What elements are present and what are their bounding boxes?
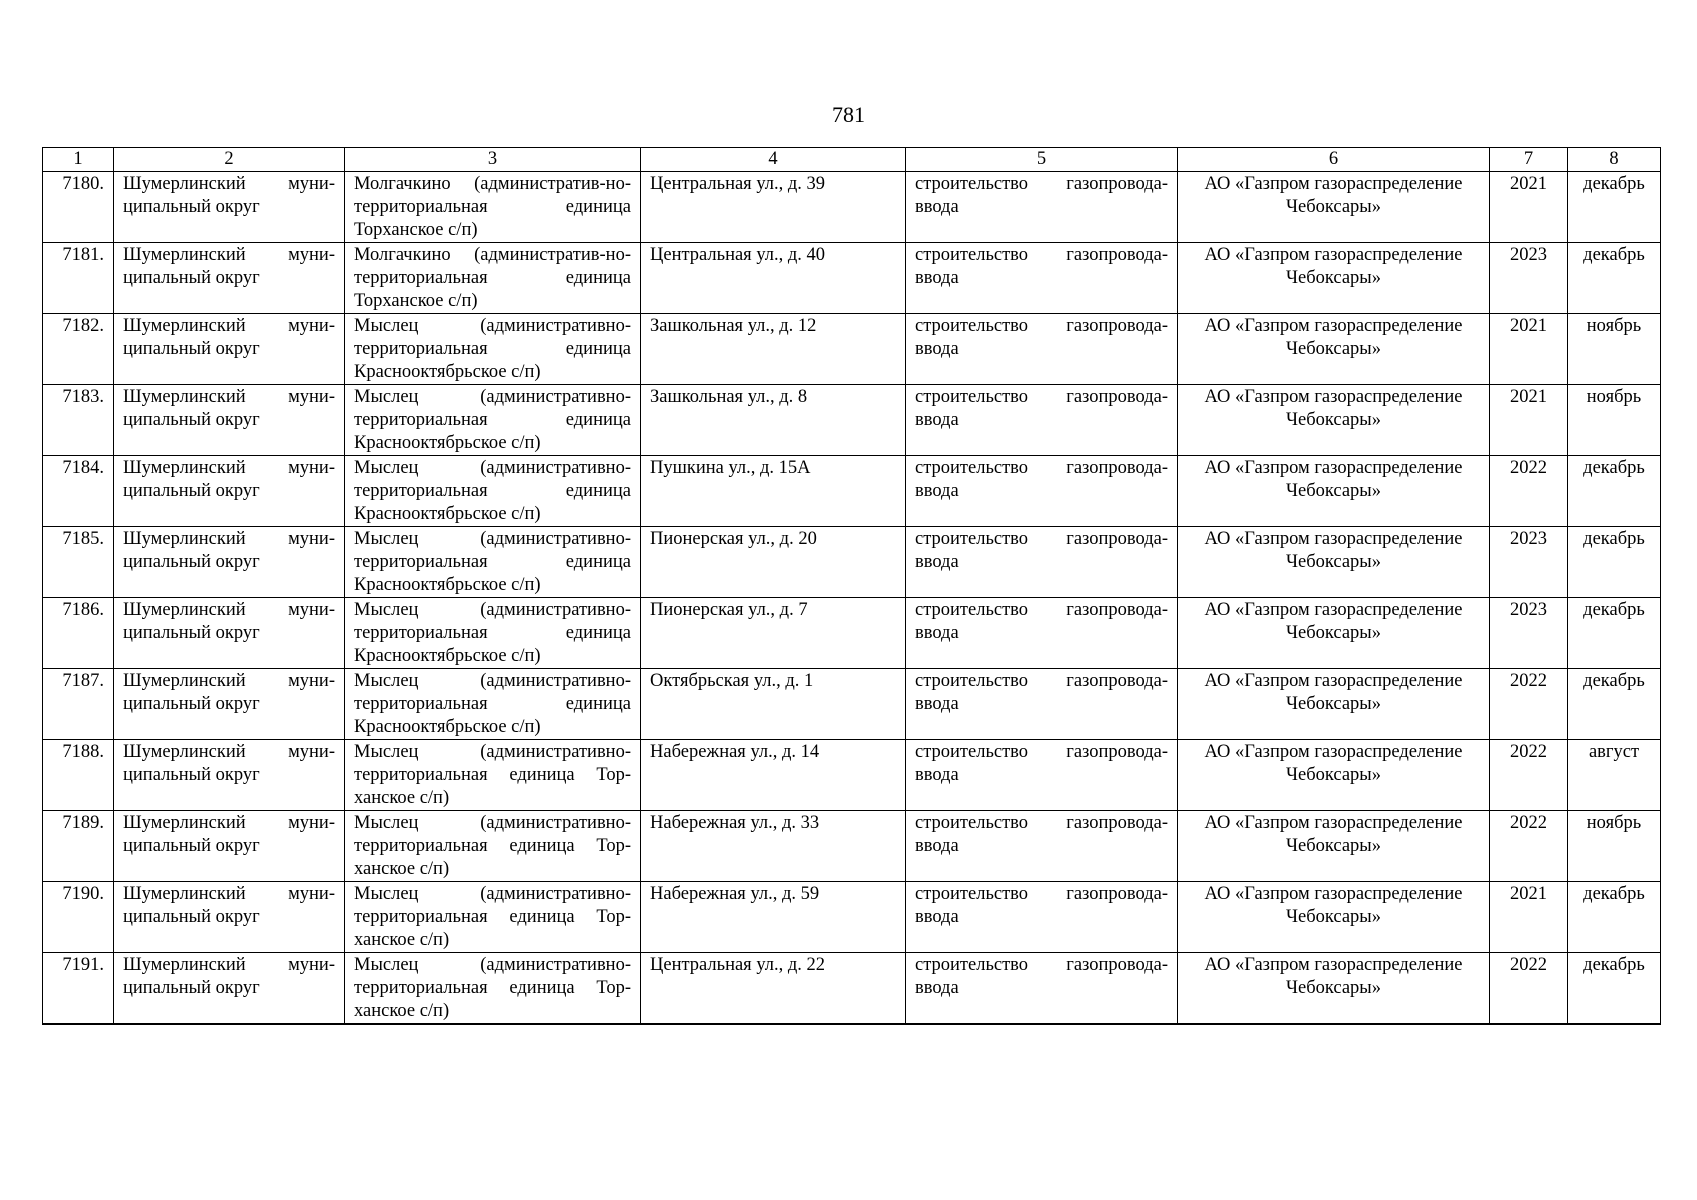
month-cell: декабрь (1568, 172, 1661, 243)
organization-cell: АО «Газпром газораспределение Чебоксары» (1178, 385, 1490, 456)
month-cell: август (1568, 740, 1661, 811)
address-cell: Центральная ул., д. 40 (641, 243, 906, 314)
settlement-cell: Мыслец (административно-территориальная единица Краснооктябрьское с/п) (345, 669, 641, 740)
settlement-cell: Мыслец (административно-территориальная единица Краснооктябрьское с/п) (345, 598, 641, 669)
table-row (43, 385, 1661, 456)
work-type-cell: строительство газопровода-ввода (906, 882, 1178, 953)
settlement-cell: Мыслец (административно-территориальная единица Тор-ханское с/п) (345, 811, 641, 882)
settlement-cell: Мыслец (административно-территориальная единица Краснооктябрьское с/п) (345, 314, 641, 385)
month-cell: декабрь (1568, 456, 1661, 527)
column-header: 1 (43, 148, 114, 172)
row-number-cell: 7190. (43, 882, 114, 953)
settlement-cell: Мыслец (административно-территориальная единица Тор-ханское с/п) (345, 953, 641, 1025)
organization-cell: АО «Газпром газораспределение Чебоксары» (1178, 456, 1490, 527)
settlement-cell: Молгачкино (административ-но-территориальная единица Торханское с/п) (345, 243, 641, 314)
row-number-cell: 7187. (43, 669, 114, 740)
settlement-cell: Мыслец (административно-территориальная единица Тор-ханское с/п) (345, 740, 641, 811)
organization-cell: АО «Газпром газораспределение Чебоксары» (1178, 314, 1490, 385)
year-cell: 2023 (1490, 598, 1568, 669)
district-cell: Шумерлинский муни-ципальный округ (114, 527, 345, 598)
page-number: 781 (832, 102, 865, 127)
work-type-cell: строительство газопровода-ввода (906, 527, 1178, 598)
year-cell: 2023 (1490, 527, 1568, 598)
organization-cell: АО «Газпром газораспределение Чебоксары» (1178, 243, 1490, 314)
organization-cell: АО «Газпром газораспределение Чебоксары» (1178, 882, 1490, 953)
year-cell: 2022 (1490, 669, 1568, 740)
work-type-cell: строительство газопровода-ввода (906, 172, 1178, 243)
year-cell: 2023 (1490, 243, 1568, 314)
district-cell: Шумерлинский муни-ципальный округ (114, 385, 345, 456)
year-cell: 2021 (1490, 385, 1568, 456)
work-type-cell: строительство газопровода-ввода (906, 953, 1178, 1025)
address-cell: Октябрьская ул., д. 1 (641, 669, 906, 740)
row-number-cell: 7185. (43, 527, 114, 598)
work-type-cell: строительство газопровода-ввода (906, 740, 1178, 811)
district-cell: Шумерлинский муни-ципальный округ (114, 456, 345, 527)
row-number-cell: 7180. (43, 172, 114, 243)
work-type-cell: строительство газопровода-ввода (906, 385, 1178, 456)
table-row (43, 740, 1661, 811)
row-number-cell: 7188. (43, 740, 114, 811)
column-header: 2 (114, 148, 345, 172)
organization-cell: АО «Газпром газораспределение Чебоксары» (1178, 811, 1490, 882)
year-cell: 2022 (1490, 456, 1568, 527)
table-row (43, 811, 1661, 882)
row-number-cell: 7181. (43, 243, 114, 314)
month-cell: ноябрь (1568, 314, 1661, 385)
settlement-cell: Мыслец (административно-территориальная единица Краснооктябрьское с/п) (345, 385, 641, 456)
table-row (43, 527, 1661, 598)
column-header: 6 (1178, 148, 1490, 172)
row-number-cell: 7182. (43, 314, 114, 385)
table-row (43, 953, 1661, 1025)
district-cell: Шумерлинский муни-ципальный округ (114, 953, 345, 1025)
district-cell: Шумерлинский муни-ципальный округ (114, 811, 345, 882)
organization-cell: АО «Газпром газораспределение Чебоксары» (1178, 598, 1490, 669)
district-cell: Шумерлинский муни-ципальный округ (114, 314, 345, 385)
settlement-cell: Мыслец (административно-территориальная единица Краснооктябрьское с/п) (345, 456, 641, 527)
column-number-row (43, 148, 1661, 172)
month-cell: декабрь (1568, 243, 1661, 314)
district-cell: Шумерлинский муни-ципальный округ (114, 882, 345, 953)
year-cell: 2021 (1490, 314, 1568, 385)
month-cell: ноябрь (1568, 811, 1661, 882)
work-type-cell: строительство газопровода-ввода (906, 243, 1178, 314)
work-type-cell: строительство газопровода-ввода (906, 669, 1178, 740)
table-row (43, 314, 1661, 385)
settlement-cell: Мыслец (административно-территориальная единица Тор-ханское с/п) (345, 882, 641, 953)
settlement-cell: Молгачкино (административ-но-территориальная единица Торханское с/п) (345, 172, 641, 243)
month-cell: декабрь (1568, 882, 1661, 953)
district-cell: Шумерлинский муни-ципальный округ (114, 172, 345, 243)
column-header: 5 (906, 148, 1178, 172)
column-header: 7 (1490, 148, 1568, 172)
settlement-cell: Мыслец (административно-территориальная единица Краснооктябрьское с/п) (345, 527, 641, 598)
address-cell: Зашкольная ул., д. 12 (641, 314, 906, 385)
row-number-cell: 7191. (43, 953, 114, 1025)
row-number-cell: 7189. (43, 811, 114, 882)
district-cell: Шумерлинский муни-ципальный округ (114, 243, 345, 314)
work-type-cell: строительство газопровода-ввода (906, 598, 1178, 669)
organization-cell: АО «Газпром газораспределение Чебоксары» (1178, 953, 1490, 1025)
work-type-cell: строительство газопровода-ввода (906, 811, 1178, 882)
gasification-table (42, 147, 1661, 1025)
month-cell: декабрь (1568, 527, 1661, 598)
table-row (43, 456, 1661, 527)
table-row (43, 669, 1661, 740)
table-row (43, 172, 1661, 243)
table-row (43, 243, 1661, 314)
address-cell: Центральная ул., д. 39 (641, 172, 906, 243)
address-cell: Центральная ул., д. 22 (641, 953, 906, 1025)
column-header: 4 (641, 148, 906, 172)
year-cell: 2021 (1490, 172, 1568, 243)
district-cell: Шумерлинский муни-ципальный округ (114, 669, 345, 740)
address-cell: Пушкина ул., д. 15А (641, 456, 906, 527)
column-header: 3 (345, 148, 641, 172)
row-number-cell: 7184. (43, 456, 114, 527)
month-cell: декабрь (1568, 598, 1661, 669)
year-cell: 2021 (1490, 882, 1568, 953)
year-cell: 2022 (1490, 811, 1568, 882)
address-cell: Пионерская ул., д. 20 (641, 527, 906, 598)
district-cell: Шумерлинский муни-ципальный округ (114, 740, 345, 811)
row-number-cell: 7183. (43, 385, 114, 456)
work-type-cell: строительство газопровода-ввода (906, 314, 1178, 385)
work-type-cell: строительство газопровода-ввода (906, 456, 1178, 527)
address-cell: Набережная ул., д. 59 (641, 882, 906, 953)
month-cell: декабрь (1568, 953, 1661, 1025)
row-number-cell: 7186. (43, 598, 114, 669)
organization-cell: АО «Газпром газораспределение Чебоксары» (1178, 740, 1490, 811)
address-cell: Набережная ул., д. 14 (641, 740, 906, 811)
district-cell: Шумерлинский муни-ципальный округ (114, 598, 345, 669)
organization-cell: АО «Газпром газораспределение Чебоксары» (1178, 172, 1490, 243)
address-cell: Набережная ул., д. 33 (641, 811, 906, 882)
year-cell: 2022 (1490, 953, 1568, 1025)
organization-cell: АО «Газпром газораспределение Чебоксары» (1178, 527, 1490, 598)
table-row (43, 598, 1661, 669)
column-header: 8 (1568, 148, 1661, 172)
table-row (43, 882, 1661, 953)
address-cell: Пионерская ул., д. 7 (641, 598, 906, 669)
address-cell: Зашкольная ул., д. 8 (641, 385, 906, 456)
month-cell: декабрь (1568, 669, 1661, 740)
table-body (43, 172, 1661, 1025)
organization-cell: АО «Газпром газораспределение Чебоксары» (1178, 669, 1490, 740)
month-cell: ноябрь (1568, 385, 1661, 456)
year-cell: 2022 (1490, 740, 1568, 811)
